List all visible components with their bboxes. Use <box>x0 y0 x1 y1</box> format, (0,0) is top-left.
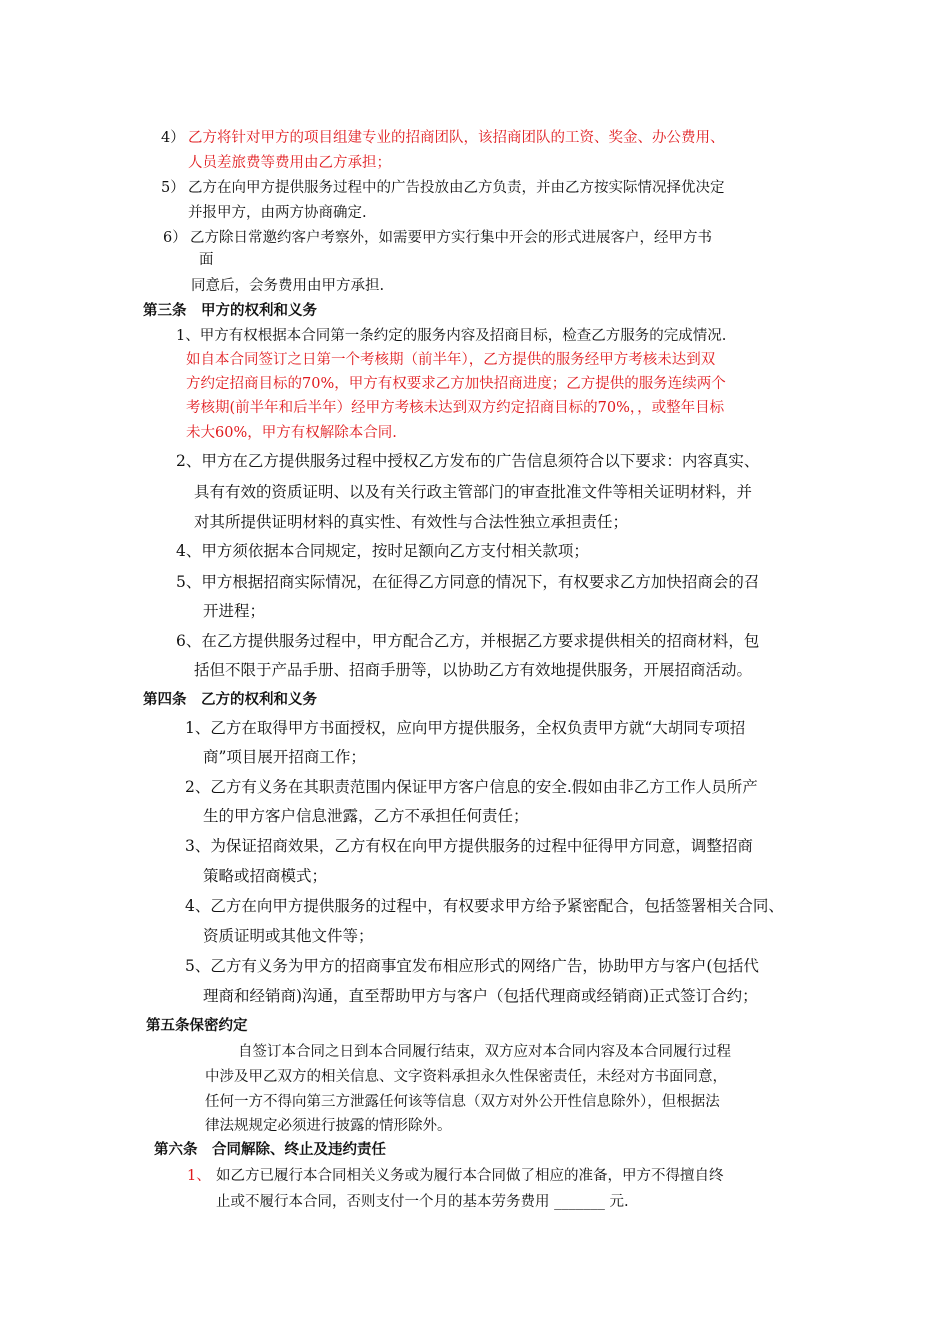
s2-item6-line2: 面 <box>199 252 214 268</box>
a3-item1-red-line4: 未大60%，甲方有权解除本合同. <box>186 425 397 441</box>
a3-item6-line1: 6、在乙方提供服务过程中，甲方配合乙方，并根据乙方要求提供相关的招商材料，包 <box>176 632 760 650</box>
a4-item1-line1: 1、乙方在取得甲方书面授权，应向甲方提供服务，全权负责甲方就“大胡同专项招 <box>185 719 746 737</box>
a6-item1-line2: 止或不履行本合同，否则支付一个月的基本劳务费用 _______ 元. <box>216 1194 629 1210</box>
a4-item5-line2: 理商和经销商)沟通，直至帮助甲方与客户（包括代理商或经销商)正式签订合约； <box>203 987 758 1005</box>
a4-item3-line1: 3、为保证招商效果，乙方有权在向甲方提供服务的过程中征得甲方同意，调整招商 <box>185 837 753 855</box>
a3-item5-line2: 开进程； <box>203 602 266 620</box>
a4-item1-line2: 商”项目展开招商工作； <box>203 748 366 766</box>
s2-item6-line1: 乙方除日常邀约客户考察外，如需要甲方实行集中开会的形式进展客户，经甲方书 <box>190 230 712 246</box>
a4-item4-line1: 4、乙方在向甲方提供服务的过程中，有权要求甲方给予紧密配合，包括签署相关合同、 <box>185 897 784 915</box>
article6-heading: 第六条 合同解除、终止及违约责任 <box>154 1142 386 1158</box>
s2-item6-number: 6） <box>163 230 187 246</box>
s2-item4-number: 4） <box>161 130 185 146</box>
article3-heading: 第三条 甲方的权利和义务 <box>143 303 317 319</box>
s2-item5-line1: 乙方在向甲方提供服务过程中的广告投放由乙方负责，并由乙方按实际情况择优决定 <box>188 180 725 196</box>
a4-item2-line2: 生的甲方客户信息泄露，乙方不承担任何责任； <box>203 807 529 825</box>
a3-item4-line1: 4、甲方须依据本合同规定，按时足额向乙方支付相关款项； <box>176 542 589 560</box>
article5-heading: 第五条保密约定 <box>146 1018 248 1034</box>
article4-heading: 第四条 乙方的权利和义务 <box>143 692 317 708</box>
a5-line3: 任何一方不得向第三方泄露任何该等信息（双方对外公开性信息除外），但根据法 <box>205 1094 720 1110</box>
a6-item1-number: 1、 <box>187 1168 211 1184</box>
s2-item4-line1: 乙方将针对甲方的项目组建专业的招商团队，该招商团队的工资、奖金、办公费用、 <box>188 130 725 146</box>
a3-item1-red-line3: 考核期(前半年和后半年）经甲方考核未达到双方约定招商目标的70%，，或整年目标 <box>186 400 725 416</box>
a5-line4: 律法规规定必须进行披露的情形除外。 <box>205 1118 452 1134</box>
a3-item5-line1: 5、甲方根据招商实际情况，在征得乙方同意的情况下，有权要求乙方加快招商会的召 <box>176 573 760 591</box>
s2-item5-number: 5） <box>161 180 185 196</box>
s2-item4-line2: 人员差旅费等费用由乙方承担； <box>188 155 391 171</box>
a3-item2-line3: 对其所提供证明材料的真实性、有效性与合法性独立承担责任； <box>194 513 629 531</box>
a3-item2-line1: 2、甲方在乙方提供服务过程中授权乙方发布的广告信息须符合以下要求：内容真实、 <box>176 452 760 470</box>
s2-item5-line2: 并报甲方，由两方协商确定. <box>188 205 367 221</box>
a3-item2-line2: 具有有效的资质证明、以及有关行政主管部门的审查批准文件等相关证明材料，并 <box>194 483 753 501</box>
a4-item2-line1: 2、乙方有义务在其职责范围内保证甲方客户信息的安全.假如由非乙方工作人员所产 <box>185 778 758 796</box>
a5-line2: 中涉及甲乙双方的相关信息、文字资料承担永久性保密责任，未经对方书面同意， <box>205 1069 727 1085</box>
a6-item1-line1: 如乙方已履行本合同相关义务或为履行本合同做了相应的准备，甲方不得擅自终 <box>216 1168 724 1184</box>
a5-line1: 自签订本合同之日到本合同履行结束，双方应对本合同内容及本合同履行过程 <box>238 1044 731 1060</box>
a3-item1-line1: 1、甲方有权根据本合同第一条约定的服务内容及招商目标，检查乙方服务的完成情况. <box>176 328 727 344</box>
a3-item1-red-line1: 如自本合同签订之日第一个考核期（前半年），乙方提供的服务经甲方考核未达到双 <box>186 352 716 368</box>
a4-item5-line1: 5、乙方有义务为甲方的招商事宜发布相应形式的网络广告，协助甲方与客户(包括代 <box>185 957 759 975</box>
a4-item4-line2: 资质证明或其他文件等； <box>203 927 374 945</box>
a3-item6-line2: 括但不限于产品手册、招商手册等，以协助乙方有效地提供服务，开展招商活动。 <box>194 661 753 679</box>
a4-item3-line2: 策略或招商模式； <box>203 867 328 885</box>
s2-item6-line3: 同意后，会务费用由甲方承担. <box>191 278 385 294</box>
a3-item1-red-line2: 方约定招商目标的70%，甲方有权要求乙方加快招商进度；乙方提供的服务连续两个 <box>186 376 726 392</box>
